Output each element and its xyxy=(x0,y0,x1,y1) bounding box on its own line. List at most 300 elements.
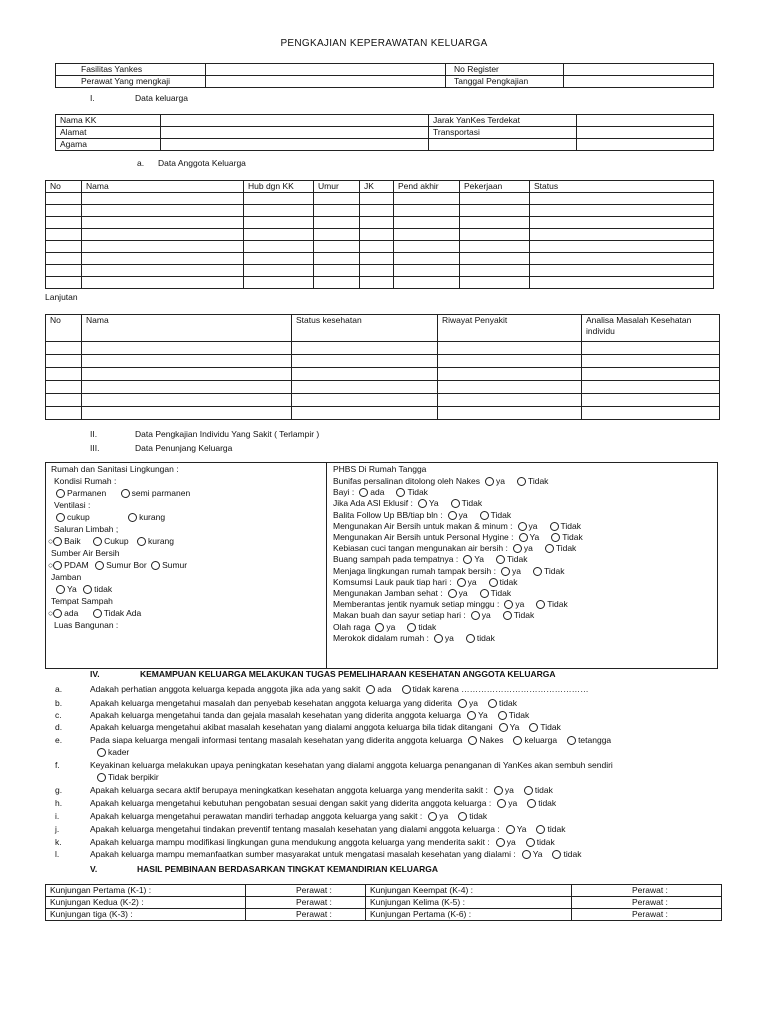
jarak-field[interactable] xyxy=(577,115,714,127)
table-cell[interactable] xyxy=(244,217,314,229)
option-2-label: tidak xyxy=(469,811,488,821)
option-1-radio[interactable] xyxy=(497,799,506,808)
phbs-b-label: Tidak xyxy=(490,509,512,520)
question-number: d. xyxy=(55,722,63,732)
table-cell[interactable] xyxy=(360,217,394,229)
visit-label[interactable]: Kunjungan Kedua (K-2) : xyxy=(46,897,246,909)
table-cell[interactable] xyxy=(438,368,582,381)
phbs-item xyxy=(333,566,564,576)
phbs-item xyxy=(333,633,495,643)
table-cell[interactable] xyxy=(82,217,244,229)
table-cell[interactable] xyxy=(82,394,292,407)
table-cell[interactable] xyxy=(360,229,394,241)
table-cell[interactable] xyxy=(82,193,244,205)
option-2-radio[interactable] xyxy=(402,685,411,694)
phbs-a-label: ya xyxy=(481,610,491,621)
table-cell[interactable] xyxy=(244,241,314,253)
table-cell[interactable] xyxy=(244,253,314,265)
table-row xyxy=(46,193,714,205)
option-4-label: Tidak berpikir xyxy=(108,772,159,782)
option-1-radio[interactable] xyxy=(494,786,503,795)
table-cell[interactable] xyxy=(530,241,714,253)
table-cell[interactable] xyxy=(438,407,582,420)
col-analisa: Analisa Masalah Kesehatan individu xyxy=(582,315,720,342)
table-cell[interactable] xyxy=(46,205,82,217)
cukup2-radio[interactable] xyxy=(93,537,102,546)
section-5-num: V. xyxy=(90,864,98,874)
perawat-label[interactable]: Perawat : xyxy=(572,897,722,909)
section-1-num: I. xyxy=(90,93,95,103)
page-title: PENGKAJIAN KEPERAWATAN KELUARGA xyxy=(280,38,488,49)
phbs-b-radio[interactable] xyxy=(503,611,512,620)
option-1-radio[interactable] xyxy=(522,850,531,859)
phbs-a-label: ya xyxy=(528,520,538,531)
visit-label[interactable]: Kunjungan tiga (K-3) : xyxy=(46,909,246,921)
table-cell[interactable] xyxy=(582,394,720,407)
phbs-b-label: tidak xyxy=(418,621,437,632)
jamban-label: Jamban xyxy=(51,572,82,582)
option-2-radio[interactable] xyxy=(527,799,536,808)
question-item xyxy=(90,710,529,720)
option-1-radio[interactable] xyxy=(366,685,375,694)
option-1-radio[interactable] xyxy=(499,723,508,732)
phbs-a-label: ya xyxy=(458,588,468,598)
table-cell[interactable] xyxy=(314,265,360,277)
phbs-a-radio[interactable] xyxy=(518,522,527,531)
phbs-a-radio[interactable] xyxy=(359,488,368,497)
perawat-label[interactable]: Perawat : xyxy=(246,909,366,921)
table-cell[interactable] xyxy=(394,205,460,217)
table-cell[interactable] xyxy=(394,265,460,277)
table-cell[interactable] xyxy=(394,193,460,205)
table-cell[interactable] xyxy=(394,217,460,229)
option-1-radio[interactable] xyxy=(428,812,437,821)
table-cell[interactable] xyxy=(530,217,714,229)
table-cell[interactable] xyxy=(460,217,530,229)
col-hub: Hub dgn KK xyxy=(244,181,314,193)
table-cell[interactable] xyxy=(292,381,438,394)
option-2-radio[interactable] xyxy=(524,786,533,795)
nama-kk-field[interactable] xyxy=(161,115,429,127)
question-item xyxy=(90,698,517,708)
phbs-a-label: ya xyxy=(386,621,396,632)
visit-row xyxy=(46,885,722,897)
phbs-a-radio[interactable] xyxy=(504,600,513,609)
question-number: k. xyxy=(55,837,62,847)
table-cell[interactable] xyxy=(82,355,292,368)
kurang-label: kurang xyxy=(139,512,166,522)
option-1-radio[interactable] xyxy=(496,838,505,847)
section-1-label: Data keluarga xyxy=(135,93,188,103)
phbs-a-label: ya xyxy=(523,543,533,554)
phbs-question: Jika Ada ASI Eklusif : xyxy=(333,498,413,509)
phbs-b-radio[interactable] xyxy=(533,567,542,576)
table-cell[interactable] xyxy=(360,253,394,265)
phbs-a-label: ya xyxy=(444,632,454,643)
question-number: h. xyxy=(55,798,63,808)
table-cell[interactable] xyxy=(460,253,530,265)
option-2-label: tidak xyxy=(536,837,555,847)
table-cell[interactable] xyxy=(244,193,314,205)
table-cell[interactable] xyxy=(82,407,292,420)
table-cell[interactable] xyxy=(82,229,244,241)
section-5-label: HASIL PEMBINAAN BERDASARKAN TINGKAT KEMANDIRIAN KELUARGA xyxy=(137,864,438,874)
perawat-label[interactable]: Perawat : xyxy=(246,897,366,909)
question-text: Apakah keluarga mampu modifikasi lingkungan guna mendukung anggota keluarga yang menderita sakit : xyxy=(90,837,490,847)
phbs-a-label: ya xyxy=(495,476,505,486)
phbs-item xyxy=(333,554,528,564)
phbs-b-label: Tidak xyxy=(490,588,512,598)
phbs-b-radio[interactable] xyxy=(466,634,475,643)
jamban-ya-radio[interactable] xyxy=(56,585,65,594)
phbs-a-radio[interactable] xyxy=(448,589,457,598)
table-cell[interactable] xyxy=(314,253,360,265)
phbs-item xyxy=(333,543,576,553)
kurang2-radio[interactable] xyxy=(137,537,146,546)
table-cell[interactable] xyxy=(46,241,82,253)
phbs-question: Makan buah dan sayur setiap hari : xyxy=(333,610,466,621)
option-2-radio[interactable] xyxy=(513,736,522,745)
col-nama: Nama xyxy=(82,181,244,193)
table-cell[interactable] xyxy=(292,407,438,420)
phbs-question: Bayi : xyxy=(333,487,355,498)
semi-radio[interactable] xyxy=(121,489,130,498)
phbs-question: Memberantas jentik nyamuk setiap minggu : xyxy=(333,599,500,610)
visit-label[interactable]: Kunjungan Kelima (K-5) : xyxy=(366,897,572,909)
phbs-b-label: Tidak xyxy=(544,565,565,576)
agama-field[interactable] xyxy=(161,139,429,151)
phbs-b-label: Tidak xyxy=(507,554,528,565)
phbs-title: PHBS Di Rumah Tangga xyxy=(333,464,427,474)
table-cell[interactable] xyxy=(82,381,292,394)
table-cell[interactable] xyxy=(460,265,530,277)
table-cell[interactable] xyxy=(460,241,530,253)
option-2-radio[interactable] xyxy=(498,711,507,720)
table-row xyxy=(46,217,714,229)
phbs-a-radio[interactable] xyxy=(513,544,522,553)
phbs-a-radio[interactable] xyxy=(434,634,443,643)
question-number: b. xyxy=(55,698,63,708)
col-riwayat: Riwayat Penyakit xyxy=(438,315,582,342)
phbs-a-radio[interactable] xyxy=(463,555,472,564)
cukup-radio[interactable] xyxy=(56,513,65,522)
table-row xyxy=(46,394,720,407)
family-table xyxy=(55,114,714,151)
option-2-radio[interactable] xyxy=(526,838,535,847)
sanitation-box: Rumah dan Sanitasi Lingkungan : Kondisi Rumah : Parmanen semi parmanen Ventilasi : cukup kurang Saluran Limbah ; ○ Baik Cukup kurang Sumber Air Bersih ○ PDAM Sumur Bor Sumur Jamban Ya tidak Tempat Sampah ○ ada Tidak Ada Luas Bangunan : xyxy=(45,462,327,669)
phbs-a-label: ya xyxy=(467,576,477,587)
table-cell[interactable] xyxy=(438,394,582,407)
question-extra-option xyxy=(95,747,129,757)
no-register-label: No Register xyxy=(446,64,564,76)
question-extra-option xyxy=(95,772,159,782)
phbs-box xyxy=(326,462,718,669)
phbs-b-label: tidak xyxy=(499,576,518,587)
option-2-radio[interactable] xyxy=(458,812,467,821)
visit-label[interactable]: Kunjungan Pertama (K-1) : xyxy=(46,885,246,897)
phbs-b-radio[interactable] xyxy=(489,578,498,587)
option-1-label: Nakes xyxy=(479,735,504,745)
perawat-label[interactable]: Perawat : xyxy=(572,885,722,897)
ada-label: ada xyxy=(64,608,79,618)
option-3-radio[interactable] xyxy=(567,736,576,745)
table-cell[interactable] xyxy=(582,368,720,381)
transportasi-field[interactable] xyxy=(577,127,714,139)
table-cell[interactable] xyxy=(46,277,82,289)
visit-row xyxy=(46,909,722,921)
table-cell[interactable] xyxy=(46,394,82,407)
col-no: No xyxy=(46,181,82,193)
table-cell[interactable] xyxy=(530,205,714,217)
phbs-b-label: Tidak xyxy=(547,599,568,610)
table-cell[interactable] xyxy=(394,229,460,241)
phbs-question: Olah raga xyxy=(333,621,371,632)
phbs-a-radio[interactable] xyxy=(375,623,384,632)
visit-row xyxy=(46,897,722,909)
phbs-question: Mengunakan Air Bersih untuk Personal Hygine : xyxy=(333,532,514,542)
phbs-b-label: Tidak xyxy=(461,498,483,509)
table-cell[interactable] xyxy=(46,407,82,420)
table-cell[interactable] xyxy=(314,193,360,205)
table-cell[interactable] xyxy=(438,355,582,368)
visits-table xyxy=(45,884,722,921)
col-pend: Pend akhir xyxy=(394,181,460,193)
phbs-b-label: Tidak xyxy=(527,476,549,486)
table-cell[interactable] xyxy=(314,217,360,229)
pdam-radio[interactable] xyxy=(53,561,62,570)
table-cell[interactable] xyxy=(314,205,360,217)
table-cell[interactable] xyxy=(460,229,530,241)
table-cell[interactable] xyxy=(438,342,582,355)
table-cell[interactable] xyxy=(46,368,82,381)
table-cell[interactable] xyxy=(46,253,82,265)
table-cell[interactable] xyxy=(460,277,530,289)
phbs-item xyxy=(333,622,436,632)
option-1-radio[interactable] xyxy=(467,711,476,720)
table-cell[interactable] xyxy=(438,381,582,394)
question-number: c. xyxy=(55,710,62,720)
table-cell[interactable] xyxy=(82,342,292,355)
table-cell[interactable] xyxy=(46,342,82,355)
table-cell[interactable] xyxy=(46,355,82,368)
table-cell[interactable] xyxy=(394,253,460,265)
alamat-field[interactable] xyxy=(161,127,429,139)
phbs-question: Mengunakan Air Bersih untuk makan & minum : xyxy=(333,520,513,531)
phbs-b-radio[interactable] xyxy=(480,511,489,520)
table-cell[interactable] xyxy=(46,265,82,277)
phbs-a-label: Ya xyxy=(428,498,439,509)
perawat-label: Perawat Yang mengkaji xyxy=(56,76,206,88)
tanggal-field[interactable] xyxy=(564,76,714,88)
table-cell[interactable] xyxy=(82,205,244,217)
phbs-b-radio[interactable] xyxy=(545,544,554,553)
table-cell[interactable] xyxy=(314,277,360,289)
cukup2-label: Cukup xyxy=(104,536,129,546)
fasilitas-field[interactable] xyxy=(206,64,446,76)
jamban-tidak-radio[interactable] xyxy=(83,585,92,594)
perawat-label[interactable]: Perawat : xyxy=(246,885,366,897)
option-2-radio[interactable] xyxy=(488,699,497,708)
option-2-radio[interactable] xyxy=(552,850,561,859)
table-row xyxy=(46,407,720,420)
table-cell[interactable] xyxy=(460,193,530,205)
table-cell[interactable] xyxy=(360,265,394,277)
phbs-b-radio[interactable] xyxy=(451,499,460,508)
perawat-field[interactable] xyxy=(206,76,446,88)
option-2-label: Tidak xyxy=(540,722,561,732)
table-cell[interactable] xyxy=(360,193,394,205)
question-text: Keyakinan keluarga melakukan upaya peningkatan kesehatan yang dialami anggota keluarga penanganan di YanKes akan sembuh sendiri xyxy=(90,760,613,770)
ada-radio[interactable] xyxy=(53,609,62,618)
kurang-radio[interactable] xyxy=(128,513,137,522)
perawat-label[interactable]: Perawat : xyxy=(572,909,722,921)
phbs-b-radio[interactable] xyxy=(517,477,526,486)
phbs-b-radio[interactable] xyxy=(551,533,560,542)
phbs-b-radio[interactable] xyxy=(550,522,559,531)
table-cell[interactable] xyxy=(360,205,394,217)
table-cell[interactable] xyxy=(582,342,720,355)
table-cell[interactable] xyxy=(46,381,82,394)
phbs-b-radio[interactable] xyxy=(396,488,405,497)
phbs-b-radio[interactable] xyxy=(407,623,416,632)
phbs-a-radio[interactable] xyxy=(519,533,528,542)
question-text: Apakah keluarga mengetahui tindakan preventif tentang masalah kesehatan yang dialami anggota keluarga : xyxy=(90,824,500,834)
table-cell[interactable] xyxy=(582,381,720,394)
jarak-label: Jarak YanKes Terdekat xyxy=(429,115,577,127)
phbs-a-label: ada xyxy=(370,487,385,498)
option-1-radio[interactable] xyxy=(506,825,515,834)
table-row xyxy=(46,355,720,368)
table-cell[interactable] xyxy=(314,229,360,241)
question-text: Apakah keluarga secara aktif berupaya meningkatkan kesehatan anggota keluarga yang menderita sakit : xyxy=(90,785,488,795)
table-cell[interactable] xyxy=(292,394,438,407)
table-cell[interactable] xyxy=(530,229,714,241)
phbs-b-radio[interactable] xyxy=(536,600,545,609)
phbs-question: Menjaga lingkungan rumah tampak bersih : xyxy=(333,565,497,576)
option-2-label: tidak karena ……………………………………… xyxy=(412,684,589,694)
option-1-label: ada xyxy=(377,684,392,694)
table-cell[interactable] xyxy=(292,355,438,368)
table-cell[interactable] xyxy=(530,265,714,277)
question-item xyxy=(90,684,589,694)
table-cell[interactable] xyxy=(244,205,314,217)
phbs-question: Balita Follow Up BB/tiap bln : xyxy=(333,509,443,520)
table-cell[interactable] xyxy=(46,193,82,205)
phbs-b-label: Tidak xyxy=(560,520,582,531)
phbs-question: Bunifas persalinan ditolong oleh Nakes xyxy=(333,476,480,486)
phbs-b-radio[interactable] xyxy=(480,589,489,598)
table-cell[interactable] xyxy=(314,241,360,253)
tidak-ada-radio[interactable] xyxy=(93,609,102,618)
table-row xyxy=(46,342,720,355)
semi-label: semi parmanen xyxy=(131,488,191,498)
option-2-radio[interactable] xyxy=(536,825,545,834)
table-cell[interactable] xyxy=(582,355,720,368)
option-1-label: ya xyxy=(504,785,514,795)
phbs-question: Mengunakan Jamban sehat : xyxy=(333,588,443,598)
baik-radio[interactable] xyxy=(53,537,62,546)
table-cell[interactable] xyxy=(582,407,720,420)
phbs-a-radio[interactable] xyxy=(501,567,510,576)
table-cell[interactable] xyxy=(292,342,438,355)
question-number: a. xyxy=(55,684,63,694)
question-text: Adakah perhatian anggota keluarga kepada anggota jika ada yang sakit xyxy=(90,684,361,694)
table-cell[interactable] xyxy=(394,241,460,253)
table-cell[interactable] xyxy=(244,265,314,277)
phbs-a-radio[interactable] xyxy=(471,611,480,620)
question-item xyxy=(90,722,561,732)
phbs-a-label: Ya xyxy=(474,554,485,565)
col-status-kesehatan: Status kesehatan xyxy=(292,315,438,342)
phbs-a-radio[interactable] xyxy=(485,477,494,486)
sumur-label: Sumur xyxy=(162,560,188,570)
table-cell[interactable] xyxy=(244,229,314,241)
phbs-a-radio[interactable] xyxy=(448,511,457,520)
question-number: g. xyxy=(55,785,63,795)
question-item xyxy=(90,811,487,821)
table-cell[interactable] xyxy=(46,229,82,241)
table-cell[interactable] xyxy=(530,253,714,265)
no-register-field[interactable] xyxy=(564,64,714,76)
saluran-label: Saluran Limbah ; xyxy=(54,524,119,534)
option-4-radio[interactable] xyxy=(97,773,106,782)
option-1-radio[interactable] xyxy=(468,736,477,745)
option-2-radio[interactable] xyxy=(529,723,538,732)
option-2-label: tidak xyxy=(547,824,566,834)
option-1-label: ya xyxy=(508,798,518,808)
visit-label[interactable]: Kunjungan Keempat (K-4) : xyxy=(366,885,572,897)
parmanen-radio[interactable] xyxy=(56,489,65,498)
option-4-radio[interactable] xyxy=(97,748,106,757)
option-2-label: tidak xyxy=(534,785,553,795)
table-cell[interactable] xyxy=(82,277,244,289)
table-cell[interactable] xyxy=(530,277,714,289)
phbs-a-label: Ya xyxy=(529,532,540,542)
parmanen-label: Parmanen xyxy=(67,488,107,498)
table-cell[interactable] xyxy=(530,193,714,205)
phbs-question: Komsumsi Lauk pauk tiap hari : xyxy=(333,576,452,587)
table-cell[interactable] xyxy=(360,277,394,289)
phbs-item xyxy=(333,599,568,609)
phbs-item xyxy=(333,577,518,587)
visit-label[interactable]: Kunjungan Pertama (K-6) : xyxy=(366,909,572,921)
sumur-radio[interactable] xyxy=(151,561,160,570)
option-1-radio[interactable] xyxy=(458,699,467,708)
table-cell[interactable] xyxy=(82,253,244,265)
sumur-bor-radio[interactable] xyxy=(95,561,104,570)
table-cell[interactable] xyxy=(244,277,314,289)
phbs-a-radio[interactable] xyxy=(457,578,466,587)
phbs-b-radio[interactable] xyxy=(496,555,505,564)
phbs-a-radio[interactable] xyxy=(418,499,427,508)
option-2-label: keluarga xyxy=(524,735,558,745)
table-cell[interactable] xyxy=(292,368,438,381)
phbs-item xyxy=(333,510,511,520)
phbs-item xyxy=(333,532,583,542)
table-cell[interactable] xyxy=(46,217,82,229)
table-cell[interactable] xyxy=(394,277,460,289)
health-table xyxy=(45,314,720,420)
section-3-label: Data Penunjang Keluarga xyxy=(135,443,233,453)
table-cell[interactable] xyxy=(82,241,244,253)
table-cell[interactable] xyxy=(460,205,530,217)
table-cell[interactable] xyxy=(82,368,292,381)
agama-label: Agama xyxy=(56,139,161,151)
table-cell[interactable] xyxy=(82,265,244,277)
fasilitas-label: Fasilitas Yankes xyxy=(56,64,206,76)
table-cell[interactable] xyxy=(360,241,394,253)
luas-label: Luas Bangunan : xyxy=(54,620,119,630)
